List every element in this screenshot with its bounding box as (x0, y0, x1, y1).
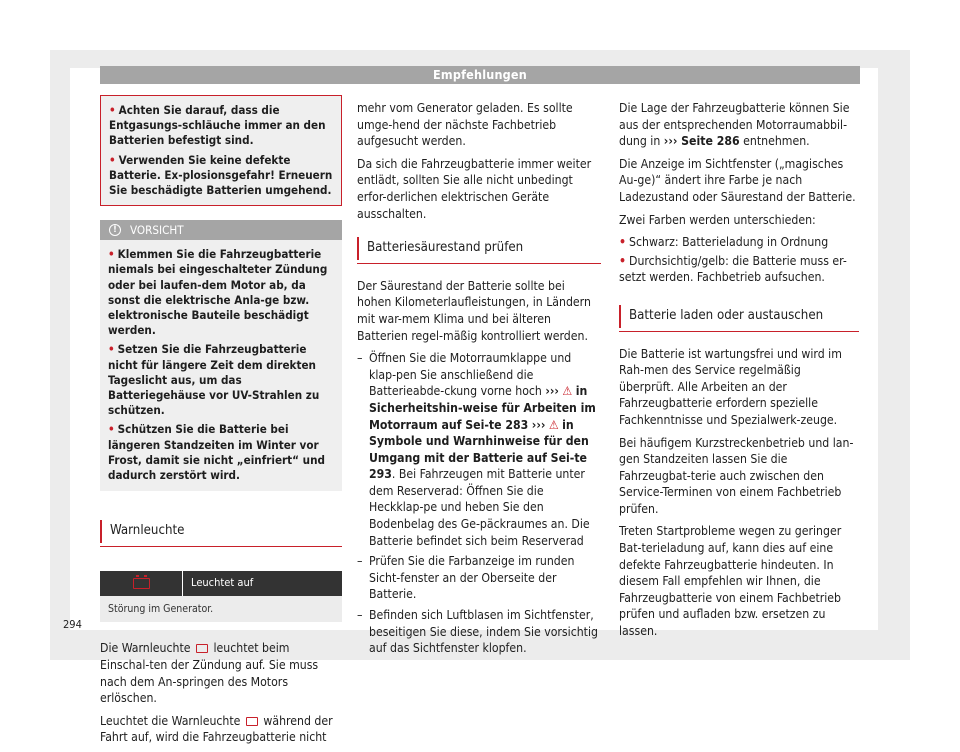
warning-box (100, 95, 342, 206)
page-header: Empfehlungen (100, 66, 860, 84)
list-item: • Schwarz: Batterieladung in Ordnung (619, 235, 829, 250)
warning-item: • Achten Sie darauf, dass die Entgasungs-schläuche immer an den Batterien befestigt sind. (109, 103, 326, 148)
caution-title: VORSICHT (130, 223, 184, 238)
caution-item: • Klemmen Sie die Fahrzeugbatterie niemals bei eingeschalteter Zündung oder bei laufen-dem Motor ab, da sonst die elektrische Anla-ge bzw. elektronische Bauteile beschädigt werden. (108, 247, 328, 338)
paragraph: Die Anzeige im Sichtfenster („magisches Au-ge)“ ändert ihre Farbe je nach Ladezustand oder Säurestand der Batterie. (619, 156, 856, 204)
section-heading-laden: Batterie laden oder austauschen (619, 302, 859, 332)
column-2 (357, 100, 601, 661)
step-list (357, 350, 601, 657)
paragraph: Der Säurestand der Batterie sollte bei hohen Kilometerlaufleistungen, in Ländern mit war-mem Klima und bei älteren Batterien regel-mäßig kontrolliert werden. (357, 278, 591, 343)
table-icon-cell (100, 571, 183, 596)
list-item: – Öffnen Sie die Motorraumklappe und klap-pen Sie anschließend die Batterieabde-ckung vorne hoch ››› ⚠ in Sicherheitshin-weise für Arbeiten im Motorraum auf Sei-te 283 ››› ⚠ in Symbole und Warnhinweise für den Umgang mit der Batterie auf Sei-te 293. Bei Fahrzeugen mit Batterie unter dem Reserverad: Öffnen Sie die Heckklap-pe und heben Sie den Bodenbelag des Ge-päckraumes an. Die Batterie befindet sich beim Reserverad (357, 350, 601, 549)
list-item: • Durchsichtig/gelb: die Batterie muss er-setzt werden. Fachbetrieb aufsuchen. (619, 253, 847, 285)
paragraph: Die Lage der Fahrzeugbatterie können Sie aus der entsprechenden Motorraumabbil-dung in ››› Seite 286 entnehmen. (619, 101, 850, 149)
paragraph: Die Warnleuchte leuchtet beim Einschal-ten der Zündung auf. Sie muss nach dem An-springen des Motors erlöschen. (100, 641, 319, 706)
paragraph: mehr vom Generator geladen. Es sollte umge-hend der nächste Fachbetrieb aufgesucht werden. (357, 101, 573, 149)
warning-light-table (100, 571, 342, 623)
paragraph: Leuchtet die Warnleuchte während der Fahrt auf, wird die Fahrzeugbatterie nicht (100, 713, 333, 745)
color-list (619, 234, 859, 286)
battery-icon (133, 578, 150, 589)
table-row (100, 596, 342, 623)
list-item: – Prüfen Sie die Farbanzeige im runden Sicht-fenster an der Oberseite der Batterie. (357, 553, 601, 603)
column-1 (100, 95, 342, 752)
caution-header (100, 220, 342, 240)
caution-box (100, 220, 342, 491)
battery-icon (246, 717, 258, 726)
list-item: – Befinden sich Luftblasen im Sichtfenster, beseitigen Sie diese, indem Sie vorsichtig auf das Sichtfenster klopfen. (357, 607, 601, 657)
section-heading-saeurestand: Batteriesäurestand prüfen (357, 234, 601, 264)
page-number: 294 (63, 618, 82, 631)
warning-triangle-icon: ⚠ (562, 384, 573, 399)
table-header-label: Leuchtet auf (183, 571, 343, 596)
paragraph: Zwei Farben werden unterschieden: (619, 212, 816, 227)
battery-icon (196, 644, 208, 653)
column-3 (619, 100, 859, 646)
paragraph: Treten Startprobleme wegen zu geringer Bat-terieladung auf, kann dies auf eine defekte Fahrzeugbatterie hindeuten. In diesem Fall empfehlen wir Ihnen, die Fahrzeugbatterie von einem Fachbetrieb prüfen und aufladen bzw. ersetzen zu lassen. (619, 524, 842, 639)
table-header-row (100, 571, 342, 596)
caution-body (100, 240, 342, 491)
warning-triangle-icon: ⚠ (548, 417, 559, 432)
caution-item: • Setzen Sie die Fahrzeugbatterie nicht für längere Zeit dem direkten Tageslicht aus, um das Batteriegehäuse vor UV-Strahlen zu schützen. (108, 342, 320, 418)
caution-circle-icon: ! (109, 224, 121, 236)
paragraph: Bei häufigem Kurzstreckenbetrieb und lan-gen Standzeiten lassen Sie die Fahrzeugbat-terie auch zwischen den Service-Terminen von einem Fachbetrieb prüfen. (619, 435, 854, 516)
paragraph: Da sich die Fahrzeugbatterie immer weiter entlädt, sollten Sie alle nicht unbedingt erfor-derlichen elektrischen Geräte ausschalten. (357, 156, 592, 221)
cross-reference-link[interactable]: ››› (545, 384, 559, 399)
cross-reference-link[interactable]: ››› (531, 417, 546, 432)
cross-reference-link[interactable]: ››› Seite 286 (663, 134, 740, 149)
caution-item: • Schützen Sie die Batterie bei längeren Standzeiten im Winter vor Frost, damit sie nicht „einfriert“ und dadurch zerstört wird. (108, 422, 325, 483)
section-heading-warnleuchte: Warnleuchte (100, 517, 342, 547)
table-cell: Störung im Generator. (100, 596, 342, 623)
warning-item: • Verwenden Sie keine defekte Batterie. Ex-plosionsgefahr! Erneuern Sie beschädigte Batterien umgehend. (109, 152, 333, 198)
paragraph: Die Batterie ist wartungsfrei und wird im Rah-men des Service regelmäßig überprüft. Alle Arbeiten an der Fahrzeugbatterie erfordern spezielle Fachkenntnisse und Spezialwerk-zeuge. (619, 346, 842, 427)
